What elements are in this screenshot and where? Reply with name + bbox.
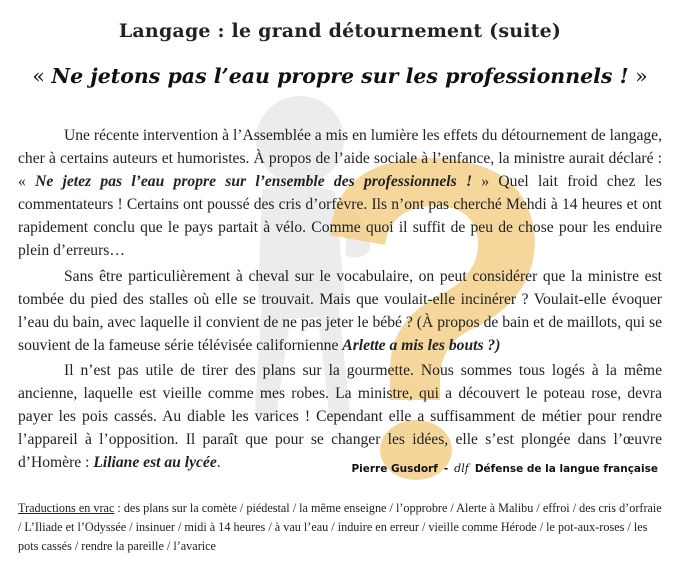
signature-separator: - [443, 462, 449, 475]
signature [351, 462, 658, 475]
paragraph-1 [18, 124, 662, 262]
translations-text: : des plans sur la comète / piédestal / la même enseigne / l’opprobre / Alerte à Malibu / effroi / des cris d’orfraie / L’Iliade et l’Odyssée / insinuer / midi à 14 heures / à vau l’eau / induire en erreur / vieille comme Hérode / le pot-aux-roses / les pots cassés / rendre la pareille / l’avarice [18, 501, 662, 553]
paragraph-1-text-a: Une récente intervention à l’Assemblée a mis en lumière les effets du détournement de langage, cher à certains auteurs et humoristes. À propos de l’aide sociale à l’enfance, la ministre aurait déclaré : « [18, 127, 662, 190]
paragraph-1-text-b: » Quel lait froid chez les commentateurs ! Certains ont poussé des cris d’orfèvre. Ils n’ont pas cherché Mehdi à 14 heures et ont rapidement conclu que le pays partait à vélo. Comme quoi il suffit de peu de chose pour les enduire plein d’erreurs… [18, 173, 662, 259]
subtitle-close-quote: » [628, 64, 648, 88]
paragraph-2-text-a: Sans être particulièrement à cheval sur le vocabulaire, on peut considérer que la ministre est tombée du pied des stalles où elle se trouvait. Mais que voulait-elle incinérer ? Voulait-elle évoquer l’eau du bain, avec laquelle il convient de ne pas jeter le bébé ? (À propos de bain et de maillots, qui se souvient de la fameuse série télévisée californienne [18, 268, 662, 354]
subtitle-text: Ne jetons pas l’eau propre sur les professionnels ! [51, 64, 629, 88]
paragraph-3-text-a: Il n’est pas utile de tirer des plans sur la gourmette. Nous sommes tous logés à la même ancienne, laquelle est vieille comme mes robes. La ministre, qui a découvert le poteau rose, devra payer les pois cassés. Au diable les varices ! Cependant elle a suffisamment de métier pour rendre l’appareil à l’opposition. Il paraît que pour se changer les idées, elle s’est plongée dans l’œuvre d’Homère : [18, 362, 662, 471]
paragraph-3-bold: Liliane est au lycée [93, 454, 217, 471]
page-title: Langage : le grand détournement (suite) [118, 20, 562, 42]
dlf-logo: dlf [454, 462, 469, 475]
paragraph-3-end: . [216, 454, 221, 471]
signature-author: Pierre Gusdorf [351, 462, 438, 475]
paragraph-3 [18, 359, 662, 474]
translations-label: Traductions en vrac [18, 501, 115, 515]
subtitle [0, 64, 680, 88]
signature-org: Défense de la langue française [474, 462, 658, 475]
subtitle-open-quote: « [32, 64, 52, 88]
paragraph-2 [18, 265, 662, 357]
paragraph-1-quote: Ne jetez pas l’eau propre sur l’ensemble des professionnels ! [35, 173, 473, 190]
paragraph-2-bold: Arlette a mis les bouts ?) [342, 337, 501, 354]
translations-note [18, 499, 664, 556]
